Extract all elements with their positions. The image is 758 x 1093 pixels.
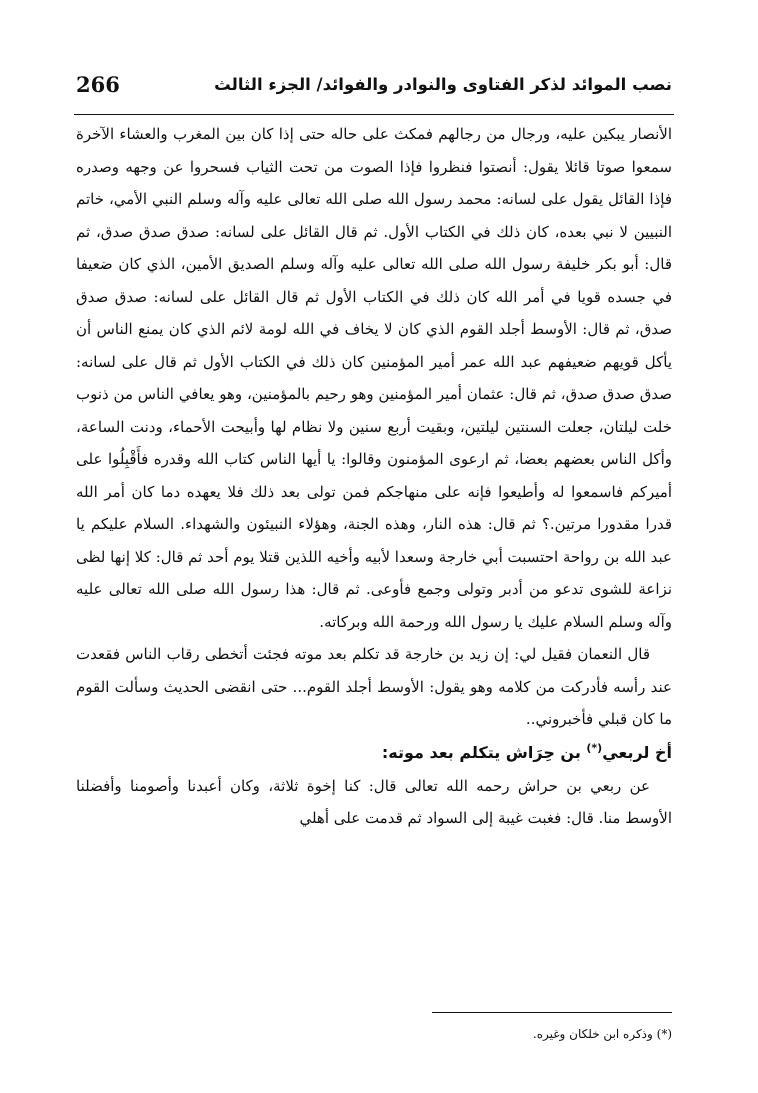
footnote-marker: (*) — [586, 741, 603, 755]
page-number: 266 — [76, 72, 120, 97]
section-heading-end: بن حِرَاش يتكلم بعد موته: — [381, 742, 587, 762]
paragraph-2: قال النعمان فقيل لي: إن زيد بن خارجة قد تكلم بعد موته فجئت أتخطى رقاب الناس فقعدت عند رأسه فأدركت من كلامه وهو يقول: الأوسط أجلد القوم... حتى انقضى الحديث وسألت القوم ما كان قبلي فأخبروني.. — [76, 645, 672, 728]
section-heading — [76, 736, 672, 770]
footnote-rule — [432, 1012, 672, 1013]
main-text — [76, 118, 672, 835]
paragraph-3: عن ربعي بن حراش رحمه الله تعالى قال: كنا إخوة ثلاثة، وكان أعبدنا وأصومنا وأفضلنا الأوسط منا. قال: فغبت غيبة إلى السواد ثم قدمت على أهلي — [76, 776, 672, 827]
header-rule — [74, 114, 674, 115]
page-header — [76, 70, 672, 106]
paragraph-1: الأنصار يبكين عليه، ورجال من رجالهم فمكث على حاله حتى إذا كان بين المغرب والعشاء الآخرة سمعوا صوتا قائلا يقول: أنصتوا فنظروا فإذا الصوت من تحت الثياب فسحروا عن وجهه وصدره فإذا القائل يقول على لسانه: محمد رسول الله صلى الله تعالى عليه وآله وسلم النبي الأمي، خاتم النبيين لا نبي بعده، كان ذلك في الكتاب الأول. ثم قال القائل على لسانه: صدق صدق صدق، ثم قال: أبو بكر خليفة رسول الله صلى الله تعالى عليه وآله وسلم الصديق الأمين، الذي كان ضعيفا في جسده قويا في أمر الله كان ذلك في الكتاب الأول ثم قال القائل على لسانه: صدق صدق صدق، ثم قال: الأوسط أجلد القوم الذي كان لا يخاف في الله لومة لائم الذي كان يمنع الناس أن يأكل قويهم ضعيفهم عبد الله عمر أمير المؤمنين كان ذلك في الكتاب الأول ثم قال على لسانه: صدق صدق صدق، ثم قال: عثمان أمير المؤمنين وهو رحيم بالمؤمنين، وهو يعافي الناس من ذنوب خلت ليلتان، جعلت السنتين ليلتين، وبقيت أربع سنين ولا نظام لها وأبيحت الأحماء، ودنت الساعة، وأكل الناس بعضهم بعضا، ثم ارعوى المؤمنون وقالوا: يا أيها الناس كتاب الله وقدره فأَقْبِلُوا على أميركم فاسمعوا له وأطيعوا فإنه على منهاجكم فمن تولى بعد ذلك فلا يعهده دما كان أمر الله قدرا مقدورا مرتين.؟ ثم قال: هذه النار، وهذه الجنة، وهؤلاء النبيئون والشهداء. السلام عليكم يا عبد الله بن رواحة احتسبت أبي خارجة وسعدا لأبيه وأخيه اللذين قتلا يوم أحد ثم قال: كلا إنها لظى نزاعة للشوى تدعو من أدبر وتولى وجمع فأوعى. ثم قال: هذا رسول الله صلى الله تعالى عليه وآله وسلم السلام عليك يا رسول الله ورحمة الله وبركاته. — [76, 125, 672, 631]
footnote: (*) وذكره ابن خلكان وغيره. — [532, 1027, 672, 1041]
running-title: نصب الموائد لذكر الفتاوى والنوادر والفوائد/ الجزء الثالث — [214, 75, 672, 94]
section-heading-start: أخ لربعي — [602, 742, 672, 762]
